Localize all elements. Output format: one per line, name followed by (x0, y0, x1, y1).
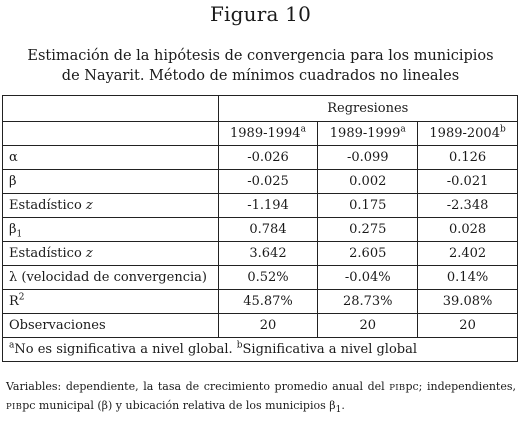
column-header-label: 1989-1994 (230, 126, 301, 141)
footnote-mark: b (499, 124, 506, 135)
column-header (318, 122, 418, 146)
note-part-2: pc; independientes, (405, 380, 516, 393)
table-row (3, 218, 518, 242)
table-cell: -1.194 (218, 194, 318, 218)
row-label (3, 194, 219, 218)
table-row (3, 266, 518, 290)
row-label-text: Estadístico (9, 246, 82, 261)
row-label-subscript: 1 (16, 229, 23, 240)
figure-title: Figura 10 (209, 2, 312, 26)
caption-line-2: de Nayarit. Método de mínimos cuadrados no lineales (61, 68, 460, 84)
table-caption (6, 46, 515, 86)
table-cell: 20 (318, 314, 418, 338)
row-label-italic: z (85, 246, 93, 261)
row-label: α (3, 146, 219, 170)
column-header (218, 122, 318, 146)
table-group-header-row (3, 96, 518, 122)
table-footnote (3, 338, 518, 362)
regression-table (2, 95, 518, 362)
row-label-text: R (9, 294, 19, 309)
table-cell: 2.605 (318, 242, 418, 266)
table-cell: 20 (418, 314, 518, 338)
table-cell: -0.021 (418, 170, 518, 194)
table-cell: -0.099 (318, 146, 418, 170)
note-pib-2: PIB (6, 402, 23, 412)
empty-header-cell (3, 96, 219, 122)
table-row (3, 242, 518, 266)
table-cell: 0.784 (218, 218, 318, 242)
table-cell: -0.026 (218, 146, 318, 170)
footnote-mark: a (400, 124, 406, 135)
table-cell: -2.348 (418, 194, 518, 218)
table-row (3, 194, 518, 218)
row-label: β (3, 170, 219, 194)
row-label: λ (velocidad de convergencia) (3, 266, 219, 290)
table-cell: 0.126 (418, 146, 518, 170)
empty-header-cell (3, 122, 219, 146)
table-cell: 0.52% (218, 266, 318, 290)
table-cell: 39.08% (418, 290, 518, 314)
footnote-mark: a (9, 340, 15, 351)
footnote-b-text: Significativa a nivel global (242, 342, 418, 357)
table-cell: 45.87% (218, 290, 318, 314)
footnote-a-text: No es significativa a nivel global. (14, 342, 233, 357)
row-label-text: Estadístico (9, 198, 82, 213)
table-row (3, 290, 518, 314)
row-label: Observaciones (3, 314, 219, 338)
table-cell: 0.14% (418, 266, 518, 290)
note-part-3: pc municipal (β) y ubicación relativa de los municipios β (22, 399, 336, 412)
table-footnote-row (3, 338, 518, 362)
table-cell: -0.025 (218, 170, 318, 194)
table-cell: 28.73% (318, 290, 418, 314)
group-header-regresiones: Regresiones (218, 96, 517, 122)
column-header (418, 122, 518, 146)
note-end: . (341, 399, 345, 412)
row-label-italic: z (85, 198, 93, 213)
row-label-text: β (9, 222, 17, 237)
note-pib-1: PIB (389, 383, 406, 393)
table-cell: 0.002 (318, 170, 418, 194)
table-cell: 0.275 (318, 218, 418, 242)
table-row (3, 146, 518, 170)
table-cell: 0.028 (418, 218, 518, 242)
variables-note (6, 378, 516, 416)
footnote-mark: a (300, 124, 306, 135)
table-cell: 0.175 (318, 194, 418, 218)
table-row (3, 170, 518, 194)
caption-line-1: Estimación de la hipótesis de convergencia para los municipios (27, 48, 494, 64)
column-header-label: 1989-1999 (329, 126, 401, 141)
table-row (3, 314, 518, 338)
table-column-header-row (3, 122, 518, 146)
row-label-superscript: 2 (18, 292, 25, 303)
column-header-label: 1989-2004 (429, 126, 500, 141)
table-cell: 3.642 (218, 242, 318, 266)
note-part-1: Variables: dependiente, la tasa de crecimiento promedio anual del (6, 380, 385, 393)
table-cell: 2.402 (418, 242, 518, 266)
footnote-mark: b (236, 340, 243, 351)
row-label (3, 218, 219, 242)
row-label (3, 290, 219, 314)
table-cell: 20 (218, 314, 318, 338)
table-cell: -0.04% (318, 266, 418, 290)
row-label (3, 242, 219, 266)
note-subscript: 1 (335, 405, 342, 416)
